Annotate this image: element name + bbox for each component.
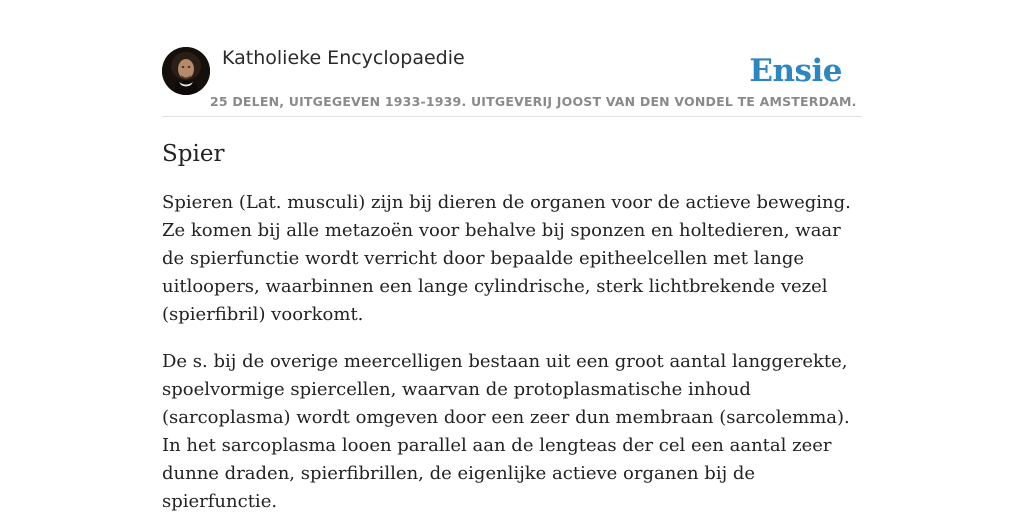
source-title[interactable]: Katholieke Encyclopaedie [222,47,465,69]
source-meta: 25 DELEN, UITGEGEVEN 1933-1939. UITGEVERIJ JOOST VAN DEN VONDEL TE AMSTERDAM. [210,94,857,109]
portrait-avatar-image [162,47,210,95]
brand-logo[interactable]: Ensie [749,53,842,89]
article-paragraph: Spieren (Lat. musculi) zijn bij dieren de organen voor de actieve beweging. Ze komen bij alle metazoën voor behalve bij sponzen en holtedieren, waar de spierfunctie wordt verricht door bepaalde epitheelcellen met lange uitloopers, waarbinnen een lange cylindrische, sterk lichtbrekende vezel (spierfibril) voorkomt. [162,192,851,325]
article-title: Spier [162,141,225,167]
article-paragraph: De s. bij de overige meercelligen bestaan uit een groot aantal langgerekte, spoelvormige spiercellen, waarvan de protoplasmatische inhoud (sarcoplasma) wordt omgeven door een zeer dun membraan (sarcolemma). In het sarcoplasma looen parallel aan de lengteas der cel een aantal zeer dunne draden, spierfibrillen, de eigenlijke actieve organen bij de spierfunctie. [162,351,850,512]
source-header [162,46,862,117]
portrait-avatar-icon[interactable] [162,47,210,95]
article [162,138,862,512]
